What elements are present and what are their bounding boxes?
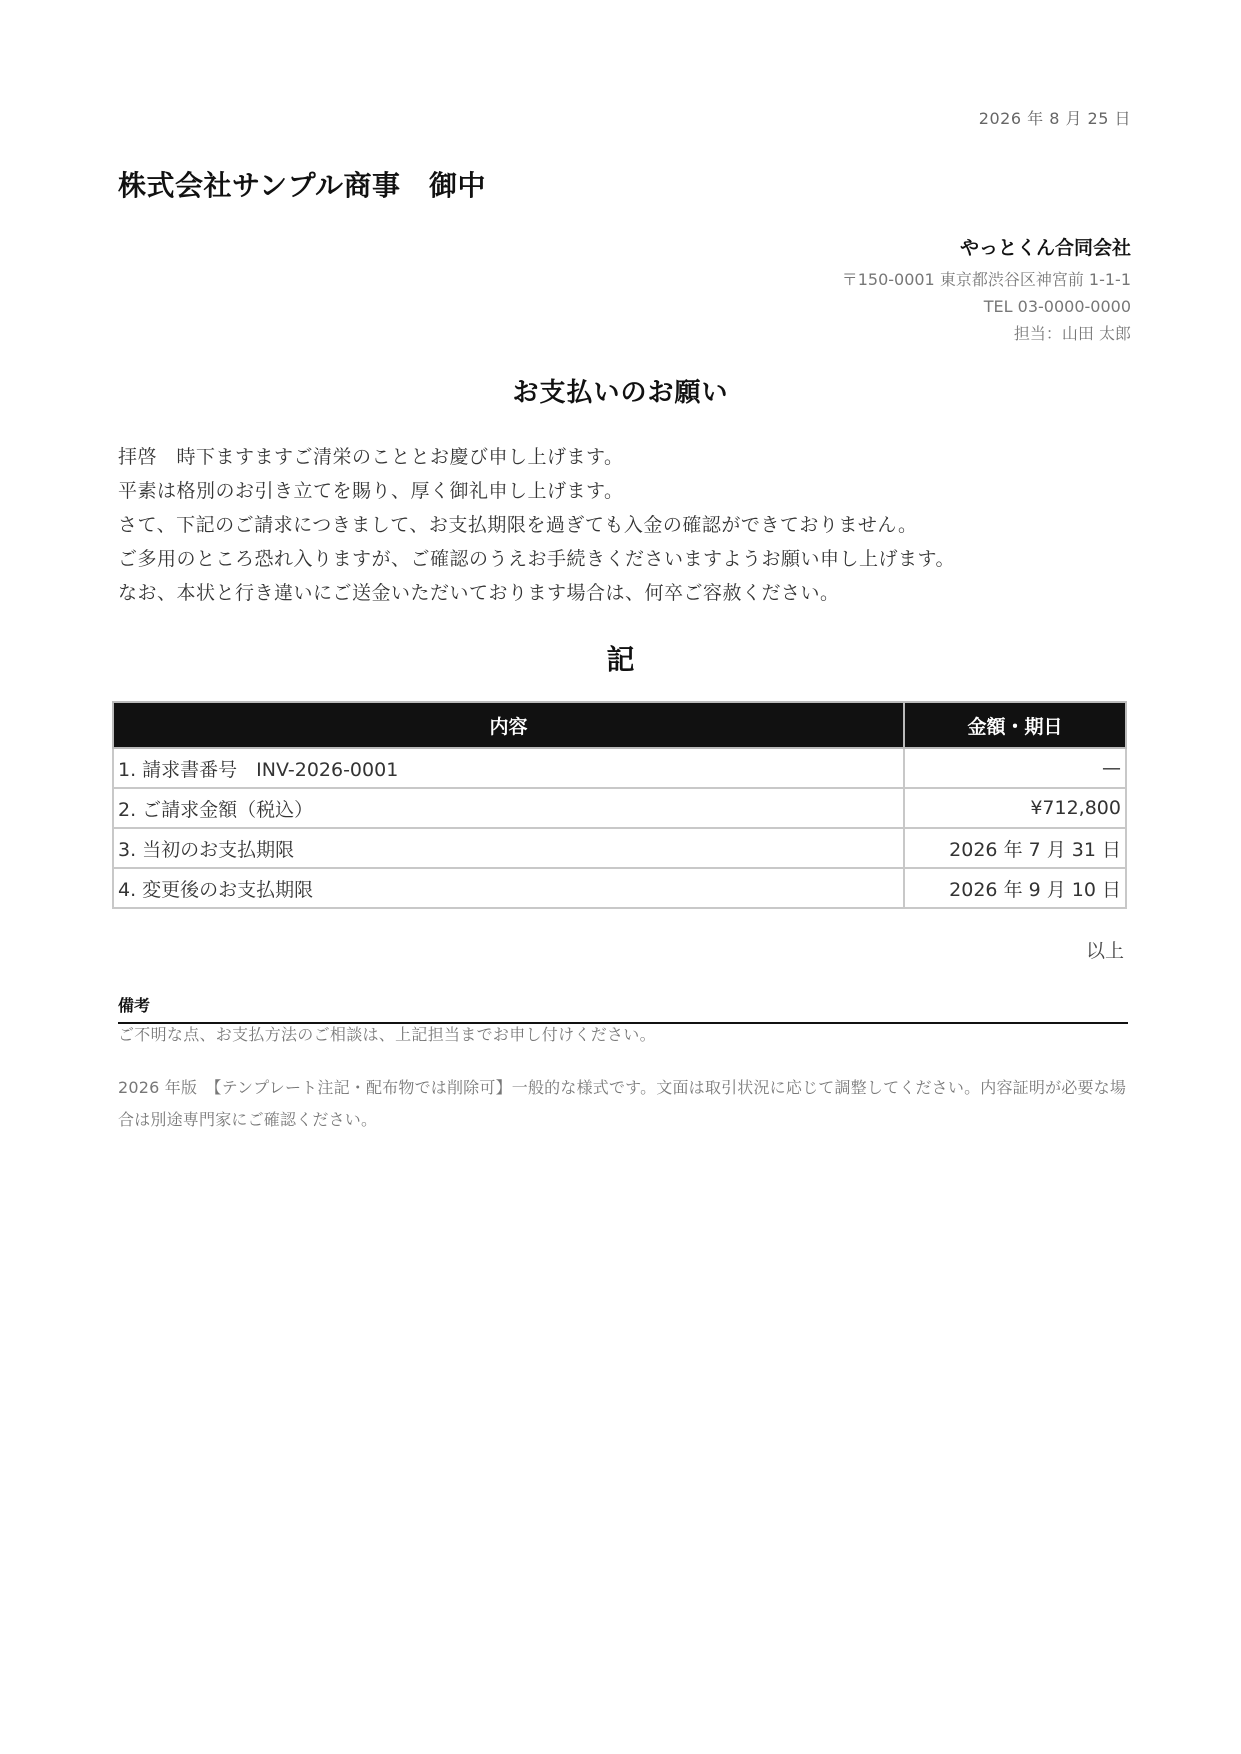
document-title: お支払いのお願い	[512, 378, 729, 408]
table-row	[113, 748, 1126, 788]
letter-body	[118, 440, 1128, 610]
table-row	[113, 868, 1126, 908]
remarks-text: ご不明な点、お支払方法のご相談は、上記担当までお申し付けください。	[118, 1025, 656, 1044]
row-description: 2. ご請求金額（税込）	[113, 788, 904, 828]
closing-ijou: 以上	[1085, 940, 1124, 962]
template-footnote: 2026 年版 【テンプレート注記・配布物では削除可】一般的な様式です。文面は取引状況に応じて調整してください。内容証明が必要な場合は別途専門家にご確認ください。	[118, 1078, 1127, 1129]
body-line: ご多用のところ恐れ入りますが、ご確認のうえお手続きくださいますようお願い申し上げます。	[118, 548, 955, 570]
body-line: 平素は格別のお引き立てを賜り、厚く御礼申し上げます。	[118, 480, 624, 502]
ki-heading: 記	[606, 643, 635, 676]
sender-company: やっとくん合同会社	[959, 237, 1131, 259]
row-description: 4. 変更後のお支払期限	[113, 868, 904, 908]
issue-date: 2026 年 8 月 25 日	[978, 109, 1131, 128]
detail-table	[112, 701, 1127, 909]
table-row	[113, 828, 1126, 868]
row-description: 3. 当初のお支払期限	[113, 828, 904, 868]
header-amount-date: 金額・期日	[904, 702, 1126, 748]
row-value: 2026 年 9 月 10 日	[904, 868, 1126, 908]
row-description: 1. 請求書番号 INV-2026-0001	[113, 748, 904, 788]
row-value: ¥712,800	[904, 788, 1126, 828]
body-line: さて、下記のご請求につきまして、お支払期限を過ぎても入金の確認ができておりません。	[118, 514, 918, 536]
sender-contact: 担当：山田 太郎	[1013, 324, 1131, 343]
row-value: —	[904, 748, 1126, 788]
body-line: なお、本状と行き違いにご送金いただいております場合は、何卒ご容赦ください。	[118, 582, 840, 604]
sender-block	[842, 233, 1131, 347]
sender-address: 〒150-0001 東京都渋谷区神宮前 1-1-1	[841, 270, 1131, 289]
row-value: 2026 年 7 月 31 日	[904, 828, 1126, 868]
header-content: 内容	[113, 702, 904, 748]
sender-tel: TEL 03-0000-0000	[983, 297, 1131, 316]
body-line: 拝啓 時下ますますご清栄のこととお慶び申し上げます。	[118, 446, 624, 468]
table-header-row	[113, 702, 1126, 748]
remarks-heading: 備考	[118, 993, 1128, 1024]
recipient-name: 株式会社サンプル商事 御中	[118, 169, 486, 202]
table-row	[113, 788, 1126, 828]
